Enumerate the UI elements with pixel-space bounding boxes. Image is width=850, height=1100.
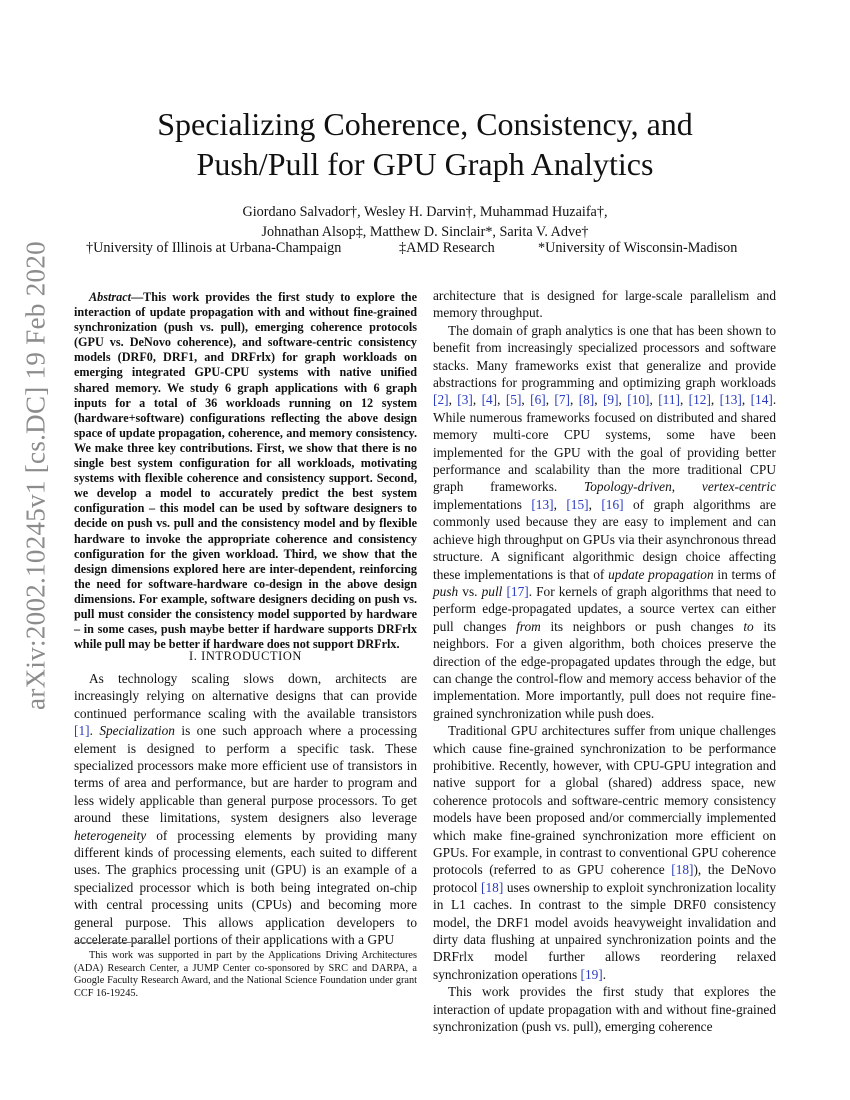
arxiv-identifier-stamp: arXiv:2002.10245v1 [cs.DC] 19 Feb 2020 <box>20 241 51 710</box>
citation-link[interactable]: [1] <box>74 723 90 739</box>
citation-link[interactable]: [6] <box>530 392 546 408</box>
citation-link[interactable]: [11] <box>658 392 680 408</box>
citation-link[interactable]: [5] <box>505 392 522 408</box>
right-paragraph-gpu-architectures: Traditional GPU architectures suffer from unique challenges which cause fine-grained synchronization to be performance prohibitive. Recently, however, with CPU-GPU integration and native support for a global (shared) address space, new coherence protocols and software-centric memory consistency models have been proposed and/or commercially implemented which make fine-grained synchronization more efficient on GPUs. For example, in contrast to conventional GPU coherence protocols (referred to as GPU coherence [18]), the DeNovo protocol [18] uses ownership to exploit synchronization locality in L1 caches. In contrast to the simple DRF0 consistency model, the DRF1 model avoids heavyweight invalidation and dirty data flushing at unpaired synchronization points and the DRFrlx model further allows reordering relaxed synchronization operations [19]. <box>433 723 776 982</box>
citation-link[interactable]: [8] <box>578 392 595 408</box>
author-list <box>60 203 790 242</box>
introduction-left-column <box>74 670 417 949</box>
abstract <box>74 290 417 652</box>
abstract-text: —This work provides the first study to explore the interaction of update propagation with and without fine-grained synchronization (push vs. pull), emerging coherence protocols (GPU vs. DeNovo coherence), and software-centric consistency models (DRF0, DRF1, and DRFrlx) for graph workloads on emerging integrated GPU-CPU systems with native unified shared memory. We study 6 graph applications with 6 graph inputs for a total of 36 workloads running on 12 system (hardware+software) configurations reflecting the above design space of update propagation, coherence, and memory consistency. We make three key contributions. First, we show that there is no single best system configuration for all workloads, motivating systems with flexible coherence and consistency support. Second, we develop a model to accurately predict the best system configuration – this model can be used by software designers to decide on push vs. pull and the consistency model and by flexible hardware to invoke the appropriate coherence and consistency configuration for the given workload. Third, we show that the design dimensions explored here are inter-dependent, reinforcing the need for software-hardware co-design in the above design dimensions. For example, software designers deciding on push vs. pull must consider the consistency model supported by hardware – in some cases, push maybe better if hardware supports DRFrlx while pull may be better if hardware does not support DRFrlx. <box>74 290 417 652</box>
affiliation-uiuc: †University of Illinois at Urbana-Champaign <box>86 240 342 256</box>
citation-link[interactable]: [19] <box>580 966 603 982</box>
citation-link[interactable]: [18] <box>671 862 694 878</box>
right-paragraph-graph-analytics: The domain of graph analytics is one that has been shown to benefit from increasingly specialized processors and software stacks. Many frameworks exist that generalize and provide abstractions for programming and optimizing graph workloads [2], [3], [4], [5], [6], [7], [8], [9], [10], [11], [12], [13], [14]. While numerous frameworks focused on distributed and shared memory multi-core CPU systems, some have been implemented for the GPU with the goal of providing better performance and scalability than the more traditional CPU graph frameworks. Topology-driven, vertex-centric implementations [13], [15], [16] of graph algorithms are commonly used because they are easy to implement and can achieve high throughput on GPUs via their asynchronous thread structure. A significant algorithmic design choice affecting these implementations is that of update propagation in terms of push vs. pull [17]. For kernels of graph algorithms that need to perform edge-propagated updates, a source vertex can either pull changes from its neighbors or push changes to its neighbors. For a given algorithm, both choices preserve the direction of the edge-propagated updates through the edge, but can change the control-flow and memory access behavior of the implementation. More importantly, pull does not require fine-grained synchronization while push does. <box>433 322 777 721</box>
citation-link[interactable]: [12] <box>688 392 711 408</box>
citation-link[interactable]: [4] <box>481 392 498 408</box>
right-paragraph-continued: architecture that is designed for large-scale parallelism and memory throughput. <box>433 288 776 321</box>
citation-link[interactable]: [3] <box>457 392 473 408</box>
funding-footnote: This work was supported in part by the Applications Driving Architectures (ADA) Research Center, a JUMP Center co-sponsored by SRC and DARPA, a Google Faculty Research Award, and the National Science Foundation under grant CCF 16-19245. <box>74 950 417 1000</box>
citation-link[interactable]: [7] <box>554 392 570 408</box>
citation-link[interactable]: [10] <box>627 392 650 408</box>
citation-link[interactable]: [18] <box>481 879 504 895</box>
citation-link[interactable]: [17] <box>506 583 529 599</box>
intro-paragraph-1: As technology scaling slows down, architects are increasingly relying on alternative designs that can provide continued performance scaling with the available transistors [1]. Specialization is one such approach where a processing element is designed to perform a specific task. These specialized processors make more efficient use of transistors in terms of area and performance, but are harder to program and less widely applicable than general purpose processors. To get around these limitations, system designers also leverage heterogeneity of processing elements by providing many different kinds of processing elements, each suited to different uses. The graphics processing unit (GPU) is an example of a specialized processor which is both being integrated on-chip with central processing units (CPUs) and becoming more general purpose. This allows application developers to accelerate parallel portions of their applications with a GPU <box>74 671 418 948</box>
citation-link[interactable]: [15] <box>566 496 589 512</box>
affiliation-wisc: *University of Wisconsin-Madison <box>538 240 738 256</box>
footnote-divider <box>74 942 164 943</box>
citation-link[interactable]: [16] <box>601 496 624 512</box>
citation-link[interactable]: [14] <box>750 392 773 408</box>
paper-title <box>80 104 770 184</box>
affiliation-amd: ‡AMD Research <box>399 240 495 256</box>
citation-link[interactable]: [13] <box>531 496 554 512</box>
citation-link[interactable]: [13] <box>719 392 742 408</box>
title-line-2: Push/Pull for GPU Graph Analytics <box>196 146 654 182</box>
abstract-label: Abstract <box>89 290 131 304</box>
right-paragraph-this-work: This work provides the first study that explores the interaction of update propagation with and without fine-grained synchronization (push vs. pull), emerging coherence <box>433 984 776 1035</box>
citation-link[interactable]: [9] <box>602 392 619 408</box>
right-column <box>433 287 776 1035</box>
citation-link[interactable]: [2] <box>433 392 449 408</box>
section-heading-introduction: I. INTRODUCTION <box>189 649 302 663</box>
authors-line-1: Giordano Salvador†, Wesley H. Darvin†, Muhammad Huzaifa†, <box>242 204 608 220</box>
title-line-1: Specializing Coherence, Consistency, and <box>157 106 693 142</box>
authors-line-2: Johnathan Alsop‡, Matthew D. Sinclair*, Sarita V. Adve† <box>261 223 589 240</box>
